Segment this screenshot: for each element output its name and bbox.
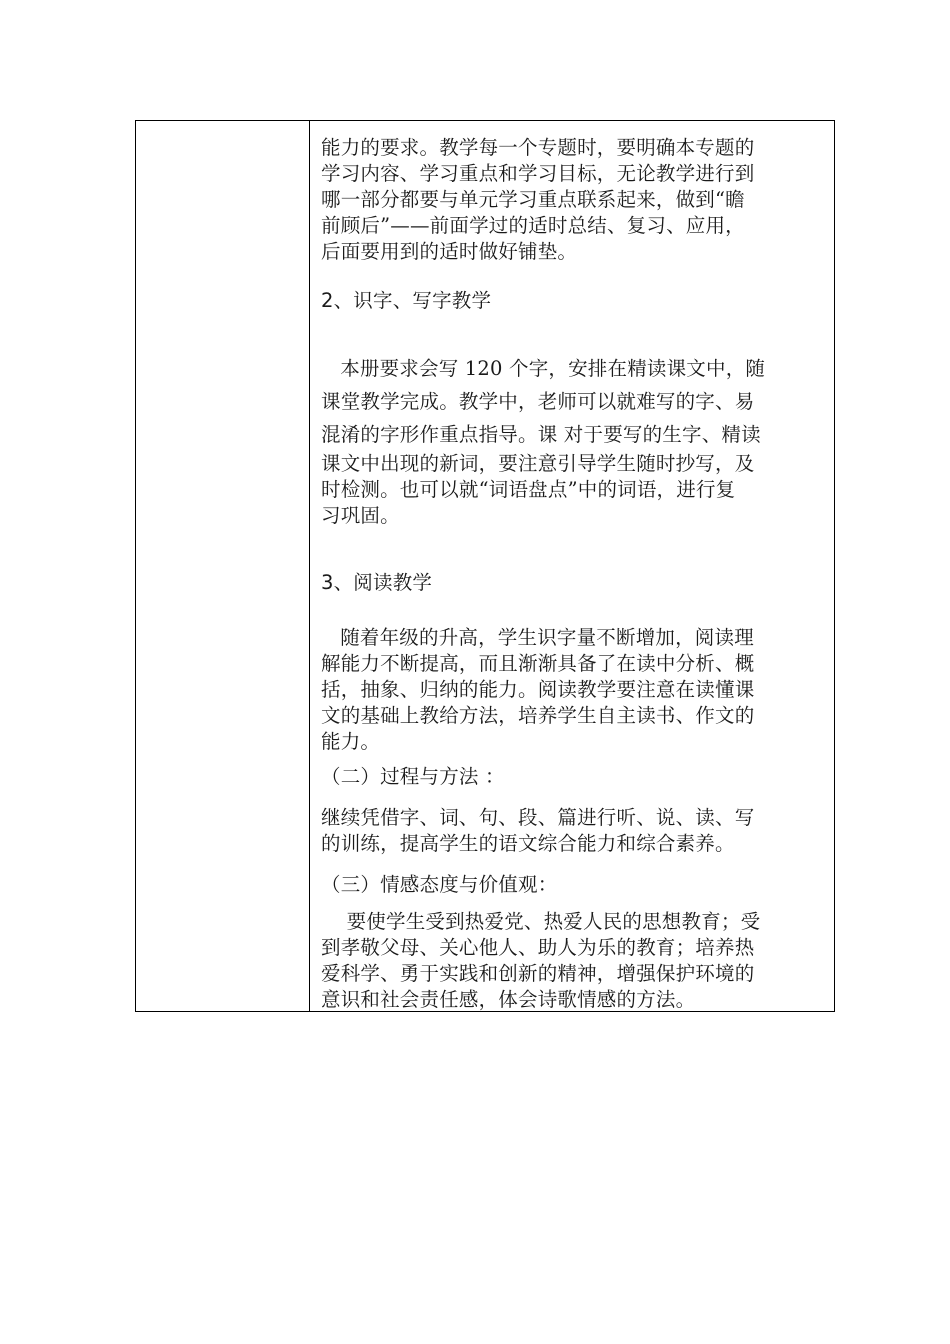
text-line: 括，抽象、归纳的能力。阅读教学要注意在读懂课	[321, 678, 755, 701]
table-left-cell	[136, 121, 310, 1011]
text-line: 习巩固。	[321, 504, 400, 527]
text-line: 到孝敬父母、关心他人、助人为乐的教育；培养热	[321, 936, 755, 959]
text-line: 继续凭借字、词、句、段、篇进行听、说、读、写	[321, 806, 755, 829]
text-line: 前顾后”——前面学过的适时总结、复习、应用，	[321, 214, 745, 237]
paragraph-emotion	[321, 909, 821, 1013]
text-line: 文的基础上教给方法，培养学生自主读书、作文的	[321, 704, 755, 727]
paragraph-intro	[321, 135, 821, 265]
text-line: 解能力不断提高，而且渐渐具备了在读中分析、概	[321, 652, 755, 675]
text-line: 学习内容、学习重点和学习目标，无论教学进行到	[321, 162, 755, 185]
text-line: 后面要用到的适时做好铺垫。	[321, 240, 578, 263]
section-heading-literacy: 2、识字、写字教学	[321, 289, 492, 312]
section-heading-process: （二）过程与方法 ：	[321, 765, 505, 788]
text-line: 随着年级的升高，学生识字量不断增加，阅读理	[321, 626, 754, 649]
text-line: 时检测。也可以就“词语盘点”中的词语，进行复	[321, 478, 736, 501]
paragraph-literacy	[321, 352, 821, 529]
section-heading-reading: 3、阅读教学	[321, 571, 433, 594]
paragraph-reading	[321, 625, 821, 755]
section-heading-emotion: （三）情感态度与价值观：	[321, 873, 558, 896]
text-line: 的训练，提高学生的语文综合能力和综合素养。	[321, 832, 735, 855]
table-right-cell	[310, 121, 834, 1011]
text-line: 意识和社会责任感，体会诗歌情感的方法。	[321, 988, 696, 1011]
text-line: 课堂教学完成。教学中，老师可以就难写的字、易	[321, 390, 755, 413]
text-line: 混淆的字形作重点指导。课 对于要写的生字、精读	[321, 423, 761, 446]
text-line: 课文中出现的新词，要注意引导学生随时抄写，及	[321, 452, 755, 475]
text-line: 爱科学、勇于实践和创新的精神，增强保护环境的	[321, 962, 755, 985]
paragraph-process	[321, 805, 821, 857]
text-line: 要使学生受到热爱党、热爱人民的思想教育；受	[321, 910, 761, 933]
document-table	[135, 120, 835, 1012]
text-line: 哪一部分都要与单元学习重点联系起来，做到“瞻	[321, 188, 745, 211]
text-line: 能力的要求。教学每一个专题时，要明确本专题的	[321, 136, 755, 159]
text-line: 能力。	[321, 730, 381, 753]
text-line: 本册要求会写 120 个字，安排在精读课文中，随	[321, 357, 766, 380]
